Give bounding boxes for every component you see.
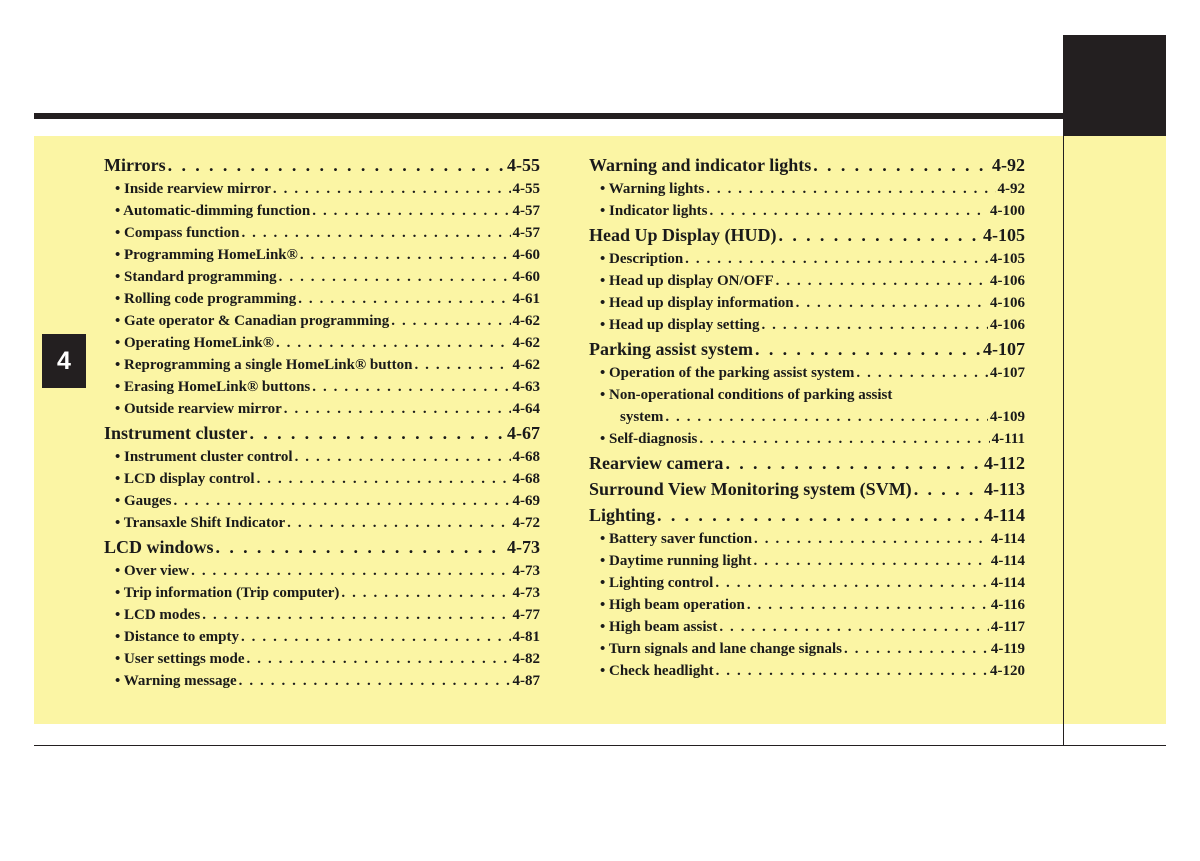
toc-page-number: 4-62	[512, 335, 540, 351]
toc-subsection-entry[interactable]	[589, 616, 1025, 638]
toc-entry-title: • Instrument cluster control	[115, 449, 293, 465]
toc-page-number: 4-100	[990, 203, 1025, 219]
dot-leader	[747, 594, 989, 616]
toc-entry-title: • Description	[600, 251, 684, 267]
toc-subsection-entry[interactable]	[104, 354, 540, 376]
dot-leader	[257, 468, 511, 490]
toc-subsection-entry[interactable]	[104, 670, 540, 692]
toc-subsection-entry[interactable]	[589, 178, 1025, 200]
top-rule	[34, 113, 1064, 119]
toc-entry-title: Lighting	[589, 505, 656, 525]
toc-entry-title: • High beam operation	[600, 597, 745, 613]
dot-leader	[779, 223, 981, 248]
toc-entry-title: • Head up display information	[600, 295, 794, 311]
bottom-rule	[34, 745, 1166, 746]
toc-subsection-entry[interactable]	[589, 292, 1025, 314]
chapter-corner-block	[1063, 35, 1166, 136]
toc-subsection-entry[interactable]	[589, 200, 1025, 222]
toc-entry-title: • Gate operator & Canadian programming	[115, 313, 390, 329]
dot-leader	[168, 153, 505, 178]
toc-page-number: 4-73	[507, 537, 540, 557]
toc-entry-title: • Lighting control	[600, 575, 714, 591]
toc-page-number: 4-62	[512, 313, 540, 329]
dot-leader	[247, 648, 511, 670]
toc-page-number: 4-63	[512, 379, 540, 395]
dot-leader	[813, 153, 990, 178]
toc-subsection-entry[interactable]	[589, 406, 1025, 428]
dot-leader	[202, 604, 510, 626]
toc-section-entry[interactable]	[589, 503, 1025, 528]
toc-entry-title: • Transaxle Shift Indicator	[115, 515, 286, 531]
toc-entry-title: • Reprogramming a single HomeLink® button	[115, 357, 413, 373]
toc-entry-title: Surround View Monitoring system (SVM)	[589, 479, 912, 499]
toc-entry-title: Head Up Display (HUD)	[589, 225, 777, 245]
dot-leader	[685, 248, 988, 270]
dot-leader	[312, 376, 510, 398]
toc-page-number: 4-60	[512, 247, 540, 263]
toc-page-number: 4-60	[512, 269, 540, 285]
toc-section-entry[interactable]	[104, 535, 540, 560]
dot-leader	[657, 503, 982, 528]
toc-entry-title: • High beam assist	[600, 619, 718, 635]
toc-page-number: 4-116	[990, 597, 1025, 613]
toc-entry-title: • LCD modes	[115, 607, 201, 623]
toc-page-number: 4-113	[983, 479, 1025, 499]
dot-leader	[715, 572, 989, 594]
dot-leader	[312, 200, 510, 222]
dot-leader	[273, 178, 511, 200]
toc-subsection-entry[interactable]	[589, 594, 1025, 616]
toc-page-number: 4-55	[512, 181, 540, 197]
dot-leader	[914, 477, 982, 502]
toc-subsection-entry[interactable]	[104, 560, 540, 582]
toc-entry-title: • Self-diagnosis	[600, 431, 698, 447]
dot-leader	[699, 428, 989, 450]
toc-section-entry[interactable]	[104, 421, 540, 446]
toc-entry-title: • Head up display setting	[600, 317, 760, 333]
toc-subsection-entry[interactable]	[589, 660, 1025, 682]
dot-leader	[216, 535, 505, 560]
dot-leader	[300, 244, 511, 266]
toc-entry-title: • Erasing HomeLink® buttons	[115, 379, 311, 395]
toc-entry-title: • Automatic-dimming function	[115, 203, 311, 219]
margin-divider	[1063, 136, 1064, 746]
dot-leader	[284, 398, 511, 420]
toc-page-number: 4-67	[507, 423, 540, 443]
toc-subsection-entry[interactable]	[589, 248, 1025, 270]
toc-entry-title: • Compass function	[115, 225, 240, 241]
toc-page-number: 4-92	[997, 181, 1025, 197]
toc-entry-title: system	[620, 409, 664, 425]
dot-leader	[241, 222, 510, 244]
dot-leader	[755, 337, 981, 362]
toc-subsection-entry[interactable]	[104, 468, 540, 490]
toc-page-number: 4-92	[992, 155, 1025, 175]
toc-subsection-entry[interactable]	[589, 362, 1025, 384]
toc-subsection-entry[interactable]	[589, 528, 1025, 550]
toc-section-entry[interactable]	[589, 451, 1025, 476]
chapter-tab: 4	[42, 334, 86, 388]
dot-leader	[665, 406, 988, 428]
dot-leader	[191, 560, 510, 582]
toc-section-entry[interactable]	[589, 153, 1025, 178]
toc-page-number: 4-57	[512, 225, 540, 241]
dot-leader	[391, 310, 510, 332]
toc-page-number: 4-105	[983, 225, 1025, 245]
toc-page-number: 4-64	[512, 401, 540, 417]
toc-page-number: 4-112	[983, 453, 1025, 473]
toc-subsection-entry[interactable]	[589, 638, 1025, 660]
toc-subsection-entry[interactable]	[104, 582, 540, 604]
dot-leader	[719, 616, 988, 638]
toc-page-number: 4-73	[512, 563, 540, 579]
toc-page-number: 4-55	[507, 155, 540, 175]
toc-section-entry[interactable]	[104, 153, 540, 178]
toc-page-number: 4-119	[990, 641, 1025, 657]
toc-entry-title: Rearview camera	[589, 453, 724, 473]
toc-entry-title: • Daytime running light	[600, 553, 752, 569]
dot-leader	[279, 266, 511, 288]
toc-subsection-entry[interactable]	[104, 376, 540, 398]
dot-leader	[796, 292, 988, 314]
toc-entry-title: • Check headlight	[600, 663, 714, 679]
toc-entry-title: • User settings mode	[115, 651, 245, 667]
dot-leader	[725, 451, 982, 476]
dot-leader	[754, 550, 989, 572]
toc-entry-title: • Programming HomeLink®	[115, 247, 298, 263]
toc-entry-title: • Inside rearview mirror	[115, 181, 271, 197]
toc-entry-title: • Head up display ON/OFF	[600, 273, 774, 289]
toc-page-number: 4-111	[991, 431, 1025, 447]
toc-section-entry[interactable]	[589, 223, 1025, 248]
toc-page-number: 4-87	[512, 673, 540, 689]
dot-leader	[716, 660, 988, 682]
toc-entry-title: Instrument cluster	[104, 423, 248, 443]
dot-leader	[706, 178, 995, 200]
toc-entry-title: Parking assist system	[589, 339, 754, 359]
toc-entry-title: • Over view	[115, 563, 190, 579]
toc-page-number: 4-109	[990, 409, 1025, 425]
toc-page-number: 4-82	[512, 651, 540, 667]
toc-section-entry[interactable]	[589, 477, 1025, 502]
toc-subsection-entry[interactable]	[104, 310, 540, 332]
dot-leader	[295, 446, 511, 468]
toc-page-number: 4-106	[990, 317, 1025, 333]
dot-leader	[776, 270, 988, 292]
toc-column-right	[589, 152, 1025, 682]
toc-entry-title: • Warning lights	[600, 181, 705, 197]
toc-page-number: 4-114	[990, 553, 1025, 569]
dot-leader	[844, 638, 989, 660]
toc-entry-title: • Standard programming	[115, 269, 277, 285]
toc-column-left	[104, 152, 540, 692]
toc-subsection-entry[interactable]	[104, 178, 540, 200]
toc-entry-title: • Battery saver function	[600, 531, 753, 547]
toc-page-number: 4-68	[512, 449, 540, 465]
toc-page-number: 4-69	[512, 493, 540, 509]
toc-subsection-entry[interactable]	[104, 244, 540, 266]
toc-page-number: 4-106	[990, 295, 1025, 311]
toc-entry-title: • Outside rearview mirror	[115, 401, 282, 417]
toc-section-entry[interactable]	[589, 337, 1025, 362]
dot-leader	[174, 490, 511, 512]
toc-subsection-entry[interactable]	[104, 446, 540, 468]
toc-entry-title: • Operation of the parking assist system	[600, 365, 855, 381]
toc-page-number: 4-107	[990, 365, 1025, 381]
toc-page-number: 4-57	[512, 203, 540, 219]
toc-entry-title: • Trip information (Trip computer)	[115, 585, 340, 601]
toc-page-number: 4-117	[990, 619, 1025, 635]
toc-subsection-entry[interactable]	[589, 314, 1025, 336]
toc-subsection-entry[interactable]	[104, 288, 540, 310]
toc-page-number: 4-114	[990, 575, 1025, 591]
dot-leader	[276, 332, 511, 354]
toc-subsection-entry[interactable]	[589, 428, 1025, 450]
toc-page-number: 4-73	[512, 585, 540, 601]
toc-entry-title: • Non-operational conditions of parking assist	[600, 387, 893, 403]
toc-subsection-entry[interactable]	[104, 604, 540, 626]
dot-leader	[298, 288, 510, 310]
toc-page-number: 4-114	[983, 505, 1025, 525]
dot-leader	[341, 582, 510, 604]
toc-page-number: 4-114	[990, 531, 1025, 547]
toc-entry-title: • Indicator lights	[600, 203, 708, 219]
toc-subsection-entry[interactable]	[104, 398, 540, 420]
toc-page-number: 4-106	[990, 273, 1025, 289]
toc-subsection-entry[interactable]	[589, 572, 1025, 594]
toc-page-number: 4-107	[983, 339, 1025, 359]
toc-entry-title: • Turn signals and lane change signals	[600, 641, 843, 657]
dot-leader	[241, 626, 511, 648]
toc-subsection-entry[interactable]	[104, 266, 540, 288]
dot-leader	[761, 314, 988, 336]
toc-page-number: 4-68	[512, 471, 540, 487]
toc-entry-title: • Rolling code programming	[115, 291, 297, 307]
dot-leader	[414, 354, 510, 376]
toc-entry-title: • Operating HomeLink®	[115, 335, 274, 351]
toc-page-number: 4-120	[990, 663, 1025, 679]
toc-subsection-entry[interactable]	[104, 648, 540, 670]
toc-entry-title: • Gauges	[115, 493, 172, 509]
toc-entry-title: Warning and indicator lights	[589, 155, 812, 175]
toc-subsection-entry[interactable]	[104, 200, 540, 222]
toc-subsection-entry[interactable]	[589, 550, 1025, 572]
toc-subsection-entry[interactable]	[104, 332, 540, 354]
toc-page-number: 4-72	[512, 515, 540, 531]
toc-subsection-entry[interactable]	[589, 270, 1025, 292]
toc-subsection-entry[interactable]	[104, 626, 540, 648]
toc-entry-title: • Warning message	[115, 673, 237, 689]
toc-subsection-entry[interactable]	[589, 384, 1025, 406]
toc-page-number: 4-62	[512, 357, 540, 373]
dot-leader	[287, 512, 510, 534]
toc-subsection-entry[interactable]	[104, 222, 540, 244]
toc-subsection-entry[interactable]	[104, 490, 540, 512]
toc-page-number: 4-105	[990, 251, 1025, 267]
dot-leader	[710, 200, 989, 222]
toc-subsection-entry[interactable]	[104, 512, 540, 534]
toc-entry-title: • LCD display control	[115, 471, 255, 487]
dot-leader	[249, 421, 505, 446]
dot-leader	[239, 670, 511, 692]
toc-page-number: 4-61	[512, 291, 540, 307]
toc-page-number: 4-81	[512, 629, 540, 645]
dot-leader	[856, 362, 988, 384]
toc-entry-title: LCD windows	[104, 537, 214, 557]
dot-leader	[754, 528, 989, 550]
toc-entry-title: Mirrors	[104, 155, 166, 175]
toc-page-number: 4-77	[512, 607, 540, 623]
toc-entry-title: • Distance to empty	[115, 629, 239, 645]
